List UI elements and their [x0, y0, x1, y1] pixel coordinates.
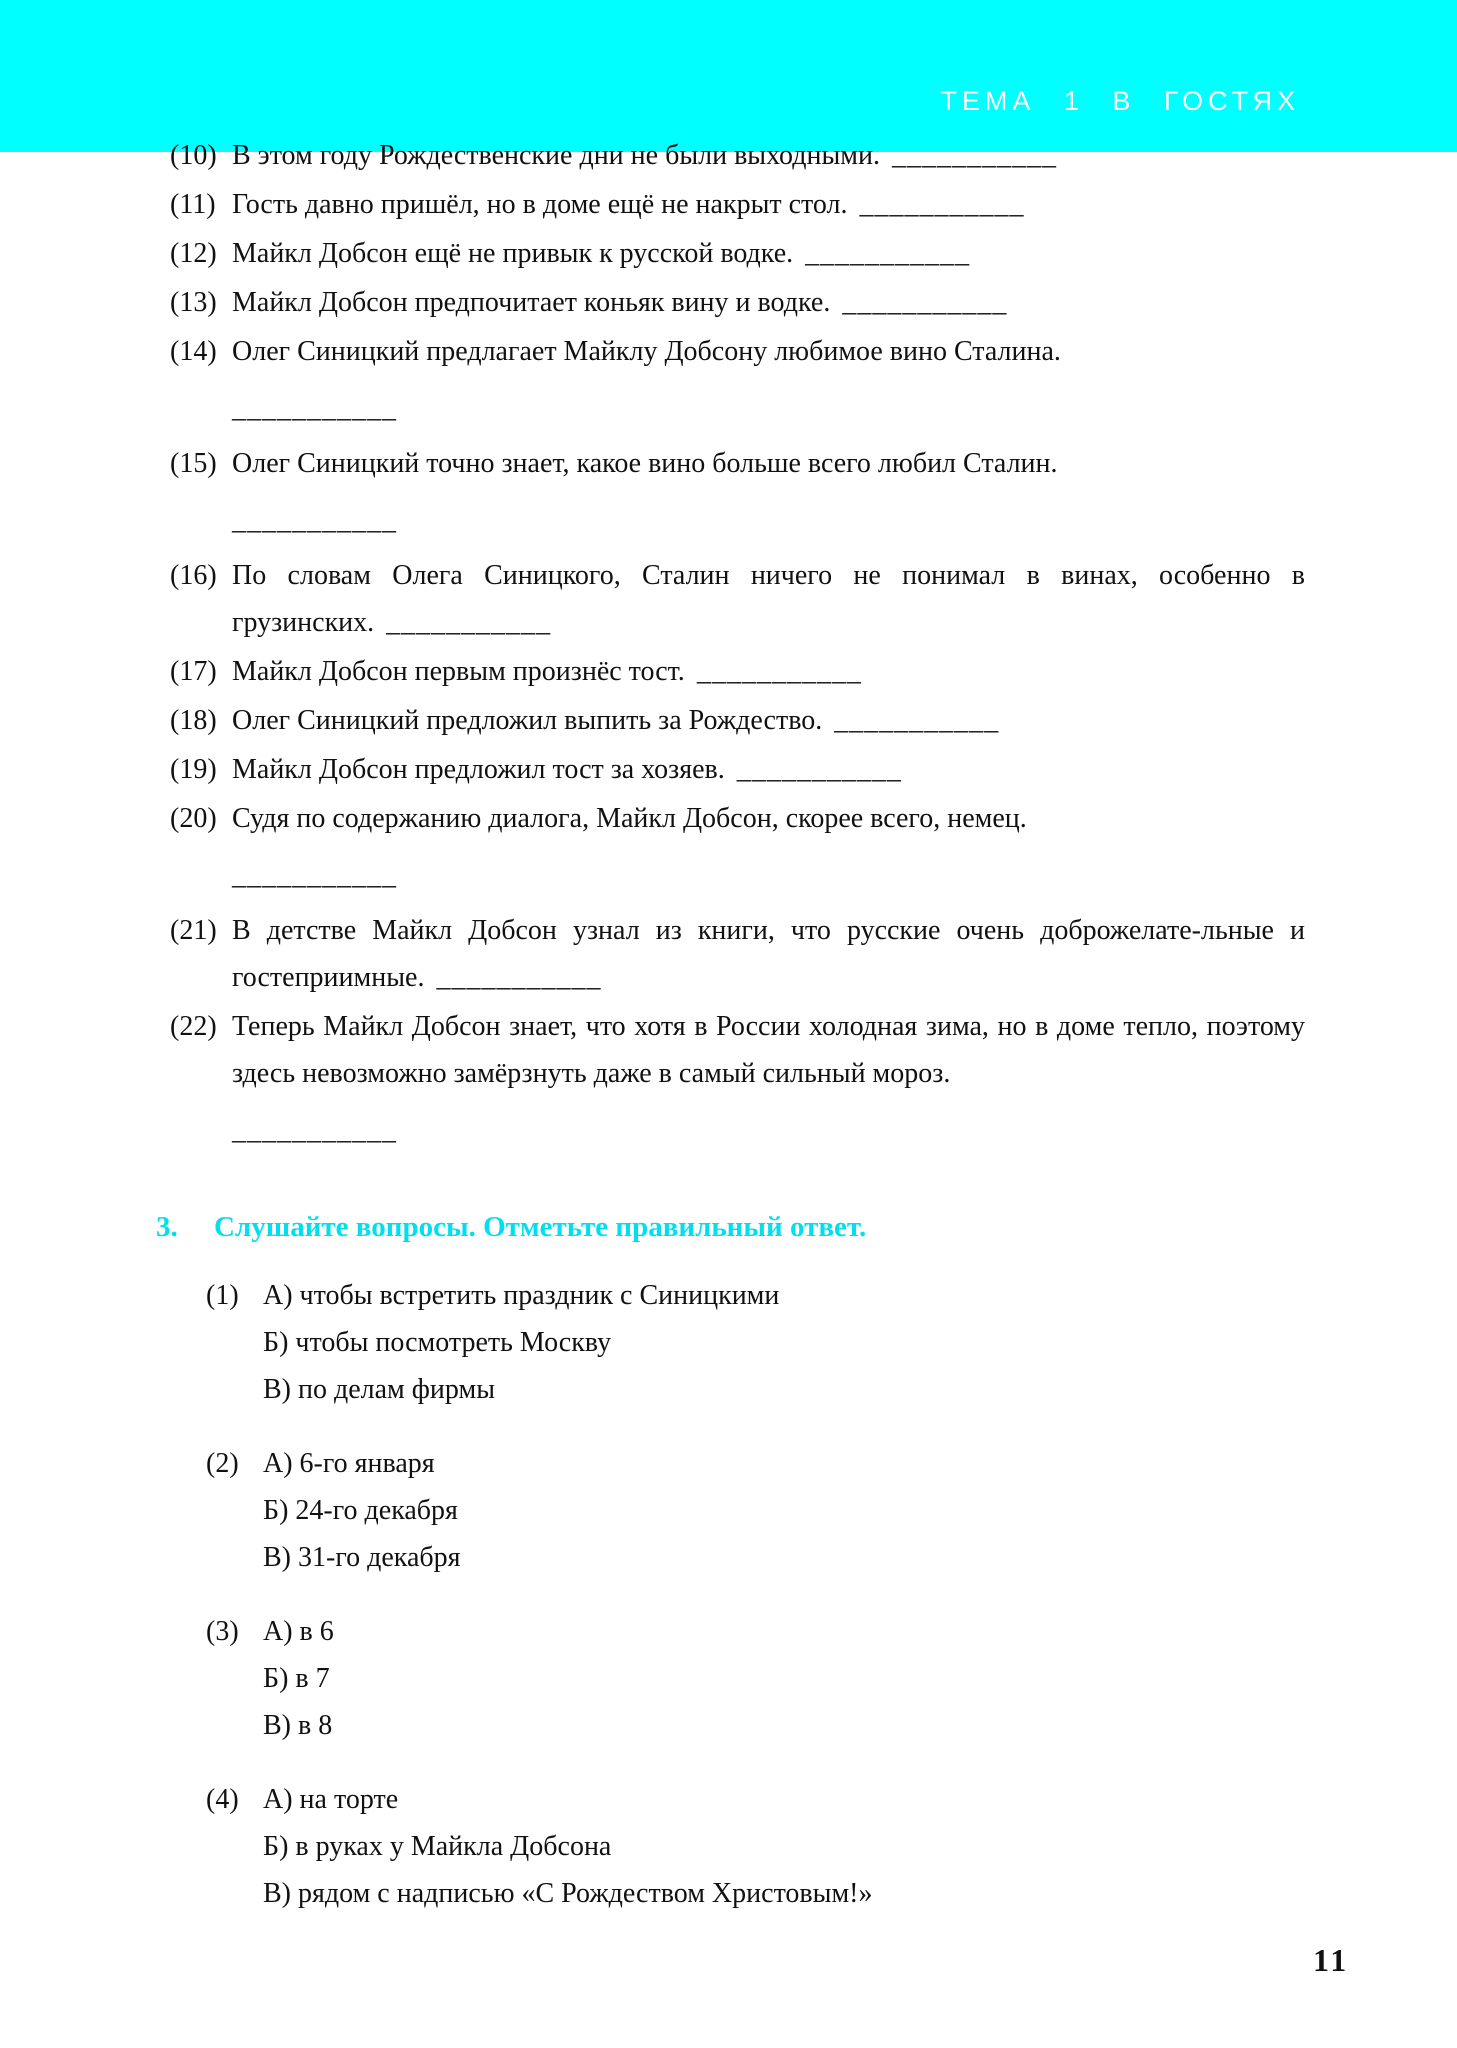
statement-text: Майкл Добсон первым произнёс тост.	[232, 656, 685, 687]
statement-text: Майкл Добсон предложил тост за хозяев.	[232, 754, 725, 785]
answer-blank: ___________	[386, 607, 552, 638]
statement-number: (18)	[170, 705, 217, 736]
question-list	[206, 1272, 1305, 1917]
exercise-3	[156, 1206, 1305, 1917]
answer-blank: ___________	[232, 393, 397, 424]
statement-item	[170, 440, 1305, 550]
exercise-number: 3.	[156, 1211, 178, 1243]
statement-text: Судя по содержанию диалога, Майкл Добсон, скорее всего, немец.	[232, 803, 1027, 834]
statement-item	[170, 279, 1305, 326]
statement-number: (19)	[170, 754, 217, 785]
statement-text: По словам Олега Синицкого, Сталин ничего не понимал в винах, особенно в грузинских.	[232, 560, 1305, 638]
answer-option: Б) чтобы посмотреть Москву	[263, 1327, 612, 1358]
statement-item	[170, 1003, 1305, 1160]
answer-option: В) по делам фирмы	[263, 1374, 496, 1405]
statement-number: (22)	[170, 1011, 217, 1042]
statement-text: Олег Синицкий предложил выпить за Рождество.	[232, 705, 823, 736]
answer-blank: ___________	[859, 189, 1025, 220]
answer-option: В) рядом с надписью «С Рождеством Христовым!»	[263, 1878, 873, 1909]
statement-text: Олег Синицкий точно знает, какое вино больше всего любил Сталин.	[232, 448, 1058, 479]
chapter-title: ТЕМА 1 В ГОСТЯХ	[940, 86, 1300, 116]
statement-number: (12)	[170, 238, 217, 269]
answer-blank: ___________	[232, 505, 397, 536]
exercise-heading	[156, 1206, 1305, 1248]
answer-blank: ___________	[232, 860, 397, 891]
statement-number: (10)	[170, 140, 217, 171]
question-item	[206, 1272, 1305, 1413]
statement-text: Гость давно пришёл, но в доме ещё не накрыт стол.	[232, 189, 848, 220]
question-item	[206, 1608, 1305, 1749]
question-number: (4)	[206, 1784, 239, 1815]
page-number: 11	[1313, 1942, 1350, 1978]
statement-list	[170, 132, 1305, 1160]
question-number: (2)	[206, 1448, 239, 1479]
question-item	[206, 1776, 1305, 1917]
statement-text: Теперь Майкл Добсон знает, что хотя в России холодная зима, но в доме тепло, поэтому здесь невозможно замёрзнуть даже в самый сильный мороз.	[232, 1011, 1305, 1089]
statement-number: (17)	[170, 656, 217, 687]
answer-option: В) в 8	[263, 1710, 333, 1741]
question-item	[206, 1440, 1305, 1581]
page-header-band	[0, 0, 1457, 152]
statement-item	[170, 697, 1305, 744]
statement-text: В этом году Рождественские дни не были выходными.	[232, 140, 880, 171]
statement-text: Майкл Добсон ещё не привык к русской водке.	[232, 238, 794, 269]
answer-blank: ___________	[834, 705, 1000, 736]
answer-blank: ___________	[436, 962, 602, 993]
statement-number: (16)	[170, 560, 217, 591]
question-number: (3)	[206, 1616, 239, 1647]
answer-blank: ___________	[842, 287, 1008, 318]
statement-number: (13)	[170, 287, 217, 318]
statement-number: (15)	[170, 448, 217, 479]
answer-option: Б) 24-го декабря	[263, 1495, 458, 1526]
statement-text: Олег Синицкий предлагает Майклу Добсону любимое вино Сталина.	[232, 336, 1061, 367]
statement-item	[170, 132, 1305, 179]
statement-item	[170, 648, 1305, 695]
statement-text: В детстве Майкл Добсон узнал из книги, что русские очень доброжелате-льные и гостеприимные.	[232, 915, 1305, 993]
question-number: (1)	[206, 1280, 239, 1311]
answer-blank: ___________	[736, 754, 902, 785]
answer-option: Б) в 7	[263, 1663, 330, 1694]
statement-item	[170, 230, 1305, 277]
answer-blank: ___________	[696, 656, 862, 687]
statement-item	[170, 552, 1305, 646]
answer-option: А) 6-го января	[263, 1448, 435, 1479]
statement-item	[170, 746, 1305, 793]
answer-option: Б) в руках у Майкла Добсона	[263, 1831, 612, 1862]
statement-item	[170, 795, 1305, 905]
answer-blank: ___________	[232, 1115, 397, 1146]
statement-item	[170, 328, 1305, 438]
answer-option: А) на торте	[263, 1784, 399, 1815]
statement-item	[170, 907, 1305, 1001]
answer-option: А) чтобы встретить праздник с Синицкими	[263, 1280, 780, 1311]
statement-item	[170, 181, 1305, 228]
page-content	[156, 132, 1305, 1944]
answer-option: А) в 6	[263, 1616, 334, 1647]
statement-number: (14)	[170, 336, 217, 367]
statement-number: (21)	[170, 915, 217, 946]
answer-blank: ___________	[892, 140, 1057, 171]
answer-blank: ___________	[805, 238, 971, 269]
statement-number: (11)	[170, 189, 216, 220]
exercise-title: Слушайте вопросы. Отметьте правильный ответ.	[214, 1211, 867, 1243]
answer-option: В) 31-го декабря	[263, 1542, 461, 1573]
statement-number: (20)	[170, 803, 217, 834]
statement-text: Майкл Добсон предпочитает коньяк вину и водке.	[232, 287, 831, 318]
